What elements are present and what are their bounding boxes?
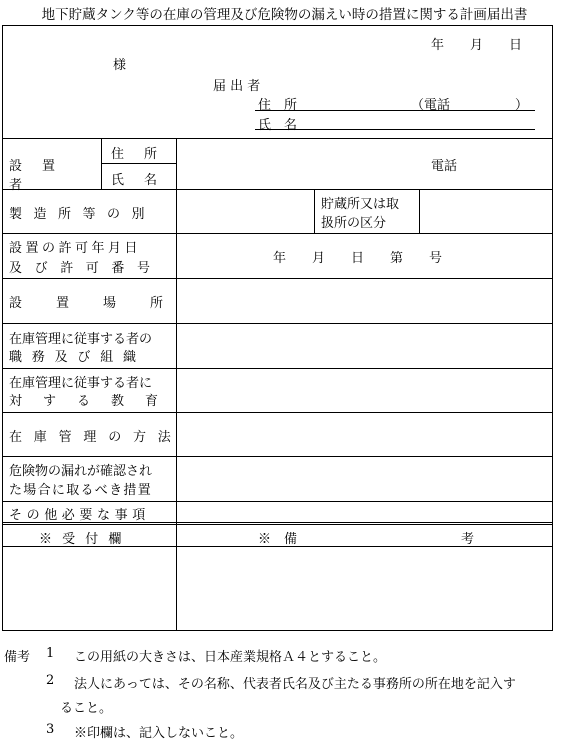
leak-measures-label-1: 危険物の漏れが確認され — [9, 464, 153, 479]
row-divider — [3, 233, 552, 234]
notes-heading: 備考 — [4, 650, 31, 665]
facility-type-input[interactable] — [181, 192, 311, 232]
column-divider — [176, 138, 177, 630]
installer-address-label: 住所 — [111, 147, 178, 162]
date-field[interactable]: 年 月 日 — [431, 38, 523, 53]
column-divider — [101, 138, 102, 189]
reception-column-label: ※ 受 付 欄 — [39, 532, 125, 547]
staff-input[interactable] — [181, 326, 549, 366]
storage-category-label-2: 扱所の区分 — [321, 216, 387, 231]
staff-label-2: 職務及び組織 — [9, 350, 146, 365]
row-divider — [3, 278, 552, 279]
leak-measures-input[interactable] — [181, 459, 549, 499]
notifier-name-label: 氏 名 — [258, 118, 298, 133]
column-divider — [314, 189, 315, 233]
row-divider — [3, 138, 552, 139]
note-text: ※印欄は、記入しないこと。 — [74, 726, 244, 741]
other-matters-label: その他必要な事項 — [9, 508, 150, 523]
row-divider — [3, 524, 552, 525]
notifier-label: 届 出 者 — [213, 79, 261, 94]
note-number: 3 — [46, 722, 55, 737]
staff-label-1: 在庫管理に従事する者の — [9, 332, 153, 347]
notifier-address-label: 住 所 — [258, 98, 298, 113]
row-divider — [3, 368, 552, 369]
note-number: 1 — [46, 646, 55, 661]
permit-label-2: 及び許可番号 — [9, 261, 163, 276]
storage-category-input[interactable] — [423, 192, 549, 232]
location-label: 設置場所 — [9, 296, 198, 311]
installer-phone-label: 電話 — [431, 159, 458, 174]
notifier-phone-field[interactable]: （電話 ） — [411, 98, 529, 113]
installer-input[interactable] — [181, 142, 549, 188]
location-input[interactable] — [181, 282, 549, 320]
addressee-suffix: 様 — [113, 58, 127, 73]
leak-measures-label-2: た場合に取るべき措置 — [9, 483, 153, 498]
installer-name-label: 氏名 — [111, 173, 178, 188]
facility-type-label: 製造所等の別 — [9, 207, 157, 222]
reception-area — [7, 550, 173, 628]
education-label-1: 在庫管理に従事する者に — [9, 376, 153, 391]
inventory-method-label: 在庫管理の方法 — [9, 430, 183, 445]
education-label-2: 対する教育 — [9, 394, 180, 409]
note-number: 2 — [46, 673, 55, 688]
permit-date-number-field[interactable]: 年 月 日 第 号 — [273, 251, 443, 266]
note-text: この用紙の大きさは、日本産業規格Ａ４とすること。 — [74, 650, 387, 665]
note-text-continued: ること。 — [60, 701, 113, 716]
installer-label — [9, 155, 93, 193]
other-matters-input[interactable] — [181, 504, 549, 520]
notifier-address-underline[interactable] — [255, 110, 535, 111]
note-text: 法人にあっては、その名称、代表者氏名及び主たる事務所の所在地を記入す — [74, 677, 516, 692]
storage-category-label-1: 貯蔵所又は取 — [321, 197, 400, 212]
notifier-name-underline[interactable] — [255, 129, 535, 130]
document-title: 地下貯蔵タンク等の在庫の管理及び危険物の漏えい時の措置に関する計画届出書 — [41, 7, 528, 23]
permit-label-1: 設置の許可年月日 — [9, 241, 142, 256]
row-divider — [3, 323, 552, 324]
column-divider — [419, 189, 420, 233]
row-divider — [101, 163, 176, 164]
row-divider — [3, 412, 552, 413]
row-divider — [3, 501, 552, 502]
remarks-label-mark: ※ 備 — [258, 532, 298, 547]
remarks-area — [181, 550, 549, 628]
inventory-method-input[interactable] — [181, 415, 549, 454]
notification-form — [2, 25, 553, 631]
education-input[interactable] — [181, 371, 549, 410]
row-divider — [3, 456, 552, 457]
remarks-label-end: 考 — [461, 532, 475, 547]
installer-label-text: 設置者 — [9, 159, 76, 193]
